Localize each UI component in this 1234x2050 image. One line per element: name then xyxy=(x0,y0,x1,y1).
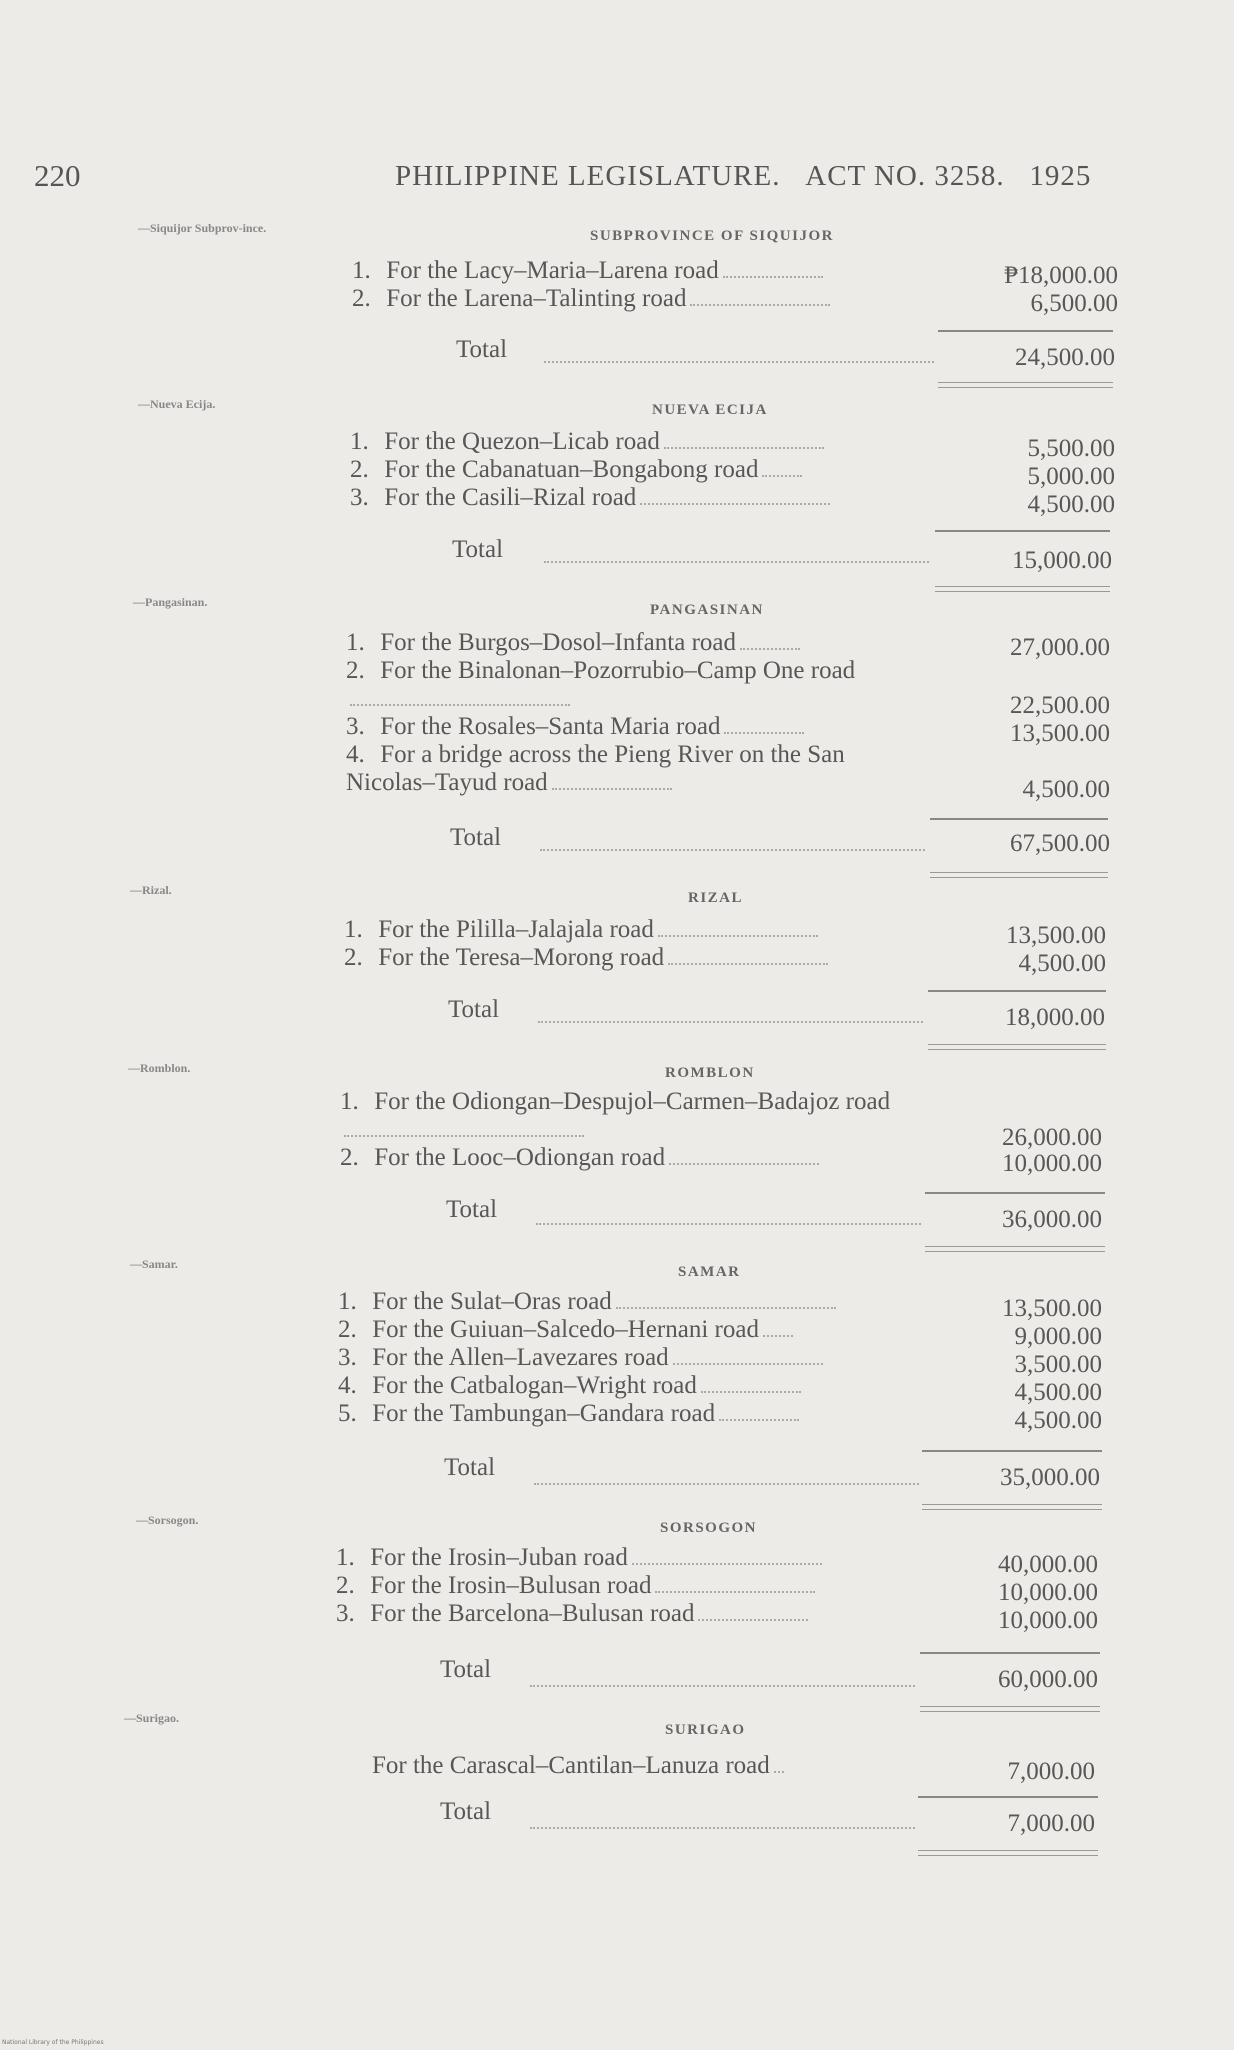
total-label: Total xyxy=(446,1196,498,1223)
section-total: 15,000.00 xyxy=(1012,547,1112,574)
sum-rule xyxy=(925,1192,1105,1194)
line-item: 1. For the Burgos–Dosol–Infanta road xyxy=(346,629,800,657)
section-total: 18,000.00 xyxy=(1005,1004,1105,1031)
footer-credit: National Library of the Philippines xyxy=(2,2039,104,2046)
line-amount: 4,500.00 xyxy=(1027,491,1115,518)
total-label: Total xyxy=(440,1656,492,1683)
section-total: 67,500.00 xyxy=(1010,830,1110,857)
line-item: 1. For the Sulat–Oras road xyxy=(338,1288,836,1316)
sum-rule xyxy=(920,1652,1100,1654)
line-amount: 4,500.00 xyxy=(1014,1379,1102,1406)
line-amount: 13,500.00 xyxy=(1010,720,1110,747)
sum-rule xyxy=(928,990,1106,992)
section-heading: SUBPROVINCE OF SIQUIJOR xyxy=(590,228,834,244)
line-amount: 27,000.00 xyxy=(1010,634,1110,661)
line-amount: 26,000.00 xyxy=(1002,1124,1102,1151)
margin-note: —Siquijor Subprov-ince. xyxy=(138,221,267,235)
line-amount: 5,000.00 xyxy=(1027,463,1115,490)
page-number: 220 xyxy=(34,158,81,193)
line-item: 1. For the Irosin–Juban road xyxy=(336,1544,822,1572)
line-item: 3. For the Barcelona–Bulusan road xyxy=(336,1600,808,1628)
line-item: 1. For the Pililla–Jalajala road xyxy=(344,916,818,944)
line-item: 5. For the Tambungan–Gandara road xyxy=(338,1400,799,1428)
year: 1925 xyxy=(1029,160,1092,192)
running-header xyxy=(395,160,1091,193)
line-amount: 10,000.00 xyxy=(998,1607,1098,1634)
section-total: 36,000.00 xyxy=(1002,1206,1102,1233)
sum-rule xyxy=(918,1796,1098,1798)
total-label: Total xyxy=(456,336,508,363)
leader-dots xyxy=(530,1684,915,1687)
line-amount: 40,000.00 xyxy=(998,1551,1098,1578)
section-total: 24,500.00 xyxy=(1015,344,1115,371)
line-amount: 13,500.00 xyxy=(1006,922,1106,949)
line-item: 2. For the Larena–Talinting road xyxy=(352,285,830,313)
line-item: 4. For the Catbalogan–Wright road xyxy=(338,1372,801,1400)
double-rule xyxy=(922,1504,1102,1510)
section-heading: SORSOGON xyxy=(660,1520,758,1536)
double-rule xyxy=(918,1850,1098,1856)
leader-dots xyxy=(538,1020,923,1023)
line-amount: 7,000.00 xyxy=(1007,1758,1095,1785)
margin-note: —Surigao. xyxy=(124,1711,180,1725)
line-item: 3. For the Casili–Rizal road xyxy=(350,484,830,512)
margin-note: —Samar. xyxy=(130,1257,178,1271)
total-label: Total xyxy=(452,536,504,563)
line-amount: 4,500.00 xyxy=(1022,776,1110,803)
line-amount: 4,500.00 xyxy=(1014,1407,1102,1434)
line-amount: 13,500.00 xyxy=(1002,1295,1102,1322)
margin-note: —Rizal. xyxy=(130,883,172,897)
section-total: 60,000.00 xyxy=(998,1666,1098,1693)
line-amount: ₱18,000.00 xyxy=(1004,262,1118,289)
line-item: 2. For the Binalonan–Pozorrubio–Camp One road xyxy=(346,657,946,713)
line-amount: 10,000.00 xyxy=(1002,1150,1102,1177)
sum-rule xyxy=(935,530,1110,532)
leader-dots xyxy=(536,1222,921,1225)
sum-rule xyxy=(938,330,1113,332)
act-number: ACT NO. 3258. xyxy=(805,160,1005,192)
line-amount: 4,500.00 xyxy=(1018,950,1106,977)
section-heading: RIZAL xyxy=(688,890,744,906)
total-label: Total xyxy=(440,1798,492,1825)
line-amount: 9,000.00 xyxy=(1014,1323,1102,1350)
total-label: Total xyxy=(448,996,500,1023)
section-heading: SURIGAO xyxy=(665,1722,746,1738)
leader-dots xyxy=(544,560,929,563)
line-amount: 6,500.00 xyxy=(1030,290,1118,317)
line-item: 4. For a bridge across the Pieng River on the San Nicolas–Tayud road xyxy=(346,741,845,796)
line-item: 2. For the Guiuan–Salcedo–Hernani road xyxy=(338,1316,793,1344)
line-item: 3. For the Rosales–Santa Maria road xyxy=(346,713,804,741)
line-item: 2. For the Looc–Odiongan road xyxy=(340,1144,819,1172)
line-amount: 22,500.00 xyxy=(1010,692,1110,719)
line-item: 1. For the Quezon–Licab road xyxy=(350,428,824,456)
section-heading: NUEVA ECIJA xyxy=(652,402,768,418)
double-rule xyxy=(920,1706,1100,1712)
total-label: Total xyxy=(450,824,502,851)
sum-rule xyxy=(930,818,1108,820)
section-total: 7,000.00 xyxy=(1007,1810,1095,1837)
section-heading: PANGASINAN xyxy=(650,602,764,618)
double-rule xyxy=(925,1246,1105,1252)
leader-dots xyxy=(544,360,934,363)
section-total: 35,000.00 xyxy=(1000,1464,1100,1491)
margin-note: —Nueva Ecija. xyxy=(138,397,216,411)
margin-note: —Pangasinan. xyxy=(133,595,208,609)
leader-dots xyxy=(534,1482,919,1485)
line-item: 3. For the Allen–Lavezares road xyxy=(338,1344,823,1372)
line-item: For the Carascal–Cantilan–Lanuza road xyxy=(372,1752,784,1780)
line-amount: 5,500.00 xyxy=(1027,435,1115,462)
section-heading: SAMAR xyxy=(678,1264,741,1280)
double-rule xyxy=(928,1044,1106,1050)
double-rule xyxy=(935,586,1110,592)
double-rule xyxy=(938,382,1113,388)
running-title: PHILIPPINE LEGISLATURE. xyxy=(395,160,781,192)
sum-rule xyxy=(922,1450,1102,1452)
line-item: 1. For the Odiongan–Despujol–Carmen–Badajoz road xyxy=(340,1088,930,1144)
line-amount: 3,500.00 xyxy=(1014,1351,1102,1378)
leader-dots xyxy=(540,848,925,851)
margin-note: —Romblon. xyxy=(128,1061,191,1075)
total-label: Total xyxy=(444,1454,496,1481)
line-item: 2. For the Teresa–Morong road xyxy=(344,944,828,972)
line-item: 2. For the Cabanatuan–Bongabong road xyxy=(350,456,802,484)
line-amount: 10,000.00 xyxy=(998,1579,1098,1606)
leader-dots xyxy=(530,1826,915,1829)
line-item: 2. For the Irosin–Bulusan road xyxy=(336,1572,815,1600)
double-rule xyxy=(930,872,1108,878)
margin-note: —Sorsogon. xyxy=(136,1513,199,1527)
line-item: 1. For the Lacy–Maria–Larena road xyxy=(352,257,823,285)
section-heading: ROMBLON xyxy=(665,1065,755,1081)
